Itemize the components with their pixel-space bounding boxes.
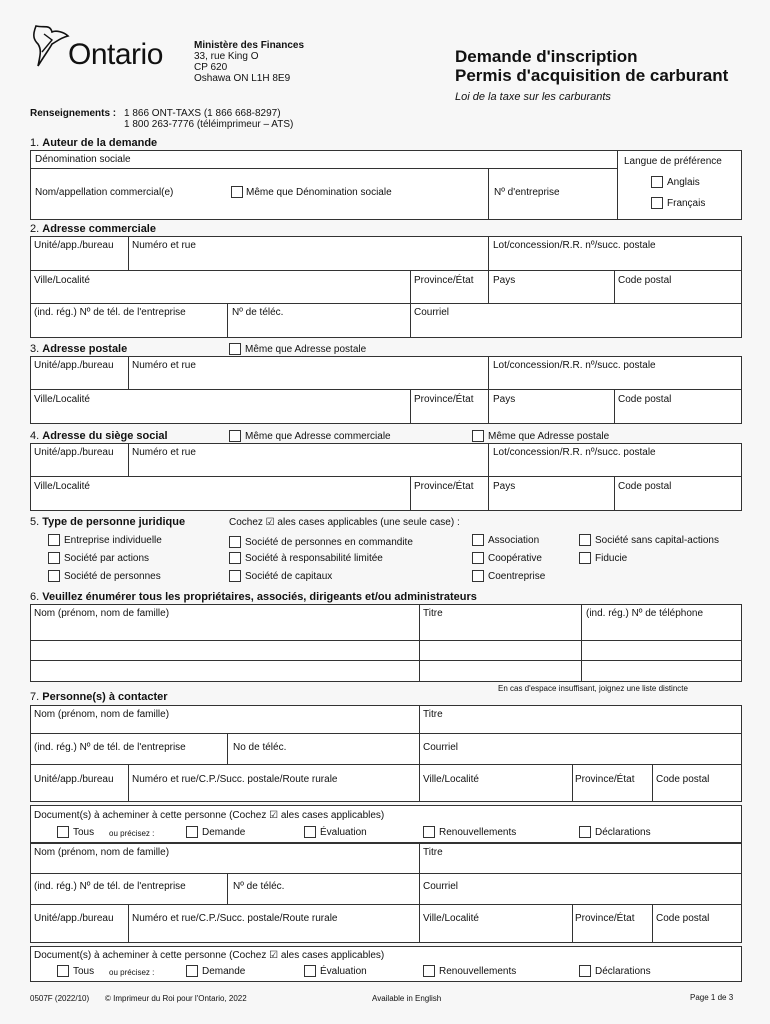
docs-returns-checkbox[interactable]: [579, 965, 591, 977]
docs-instruction: Document(s) à acheminer à cette personne (Cochez ☑ ales cases applicables): [34, 810, 385, 821]
contact-email-label: Courriel: [423, 881, 459, 892]
trade-name-label: Nom/appellation commercial(e): [35, 187, 174, 198]
contact-title-label: Titre: [423, 709, 443, 720]
contact-city-label: Ville/Localité: [423, 774, 479, 785]
contact-province-label: Province/État: [575, 774, 635, 785]
docs-all-checkbox[interactable]: [57, 965, 69, 977]
language-french-label: Français: [667, 198, 706, 209]
contact-fax-label: No de téléc.: [233, 742, 287, 753]
contact-postal-label: Code postal: [656, 913, 710, 924]
form-title: [455, 47, 728, 85]
contact-fax-label: Nº de téléc.: [233, 881, 285, 892]
street-label: Numéro et rue: [132, 360, 196, 371]
legal-type-checkbox[interactable]: [579, 534, 591, 546]
contact-unit-label: Unité/app./bureau: [34, 774, 114, 785]
ontario-logo-text: Ontario: [68, 38, 163, 71]
same-as-legal-name-checkbox[interactable]: [231, 186, 243, 198]
section-5-title: 5. Type de personne juridique: [30, 516, 186, 528]
lot-label: Lot/concession/R.R. nº/succ. postale: [493, 360, 656, 371]
country-label: Pays: [493, 394, 516, 405]
lot-label: Lot/concession/R.R. nº/succ. postale: [493, 240, 656, 251]
docs-evaluation-label: Évaluation: [320, 827, 367, 838]
page-number: Page 1 de 3: [690, 993, 734, 1002]
legal-name-label: Dénomination sociale: [35, 154, 131, 165]
docs-returns-label: Déclarations: [595, 966, 651, 977]
legal-type-checkbox[interactable]: [472, 570, 484, 582]
postal-code-label: Code postal: [618, 275, 672, 286]
title-line-2: Permis d'acquisition de carburant: [455, 66, 729, 85]
contact-email-label: Courriel: [423, 742, 459, 753]
address-line: Oshawa ON L1H 8E9: [194, 73, 291, 84]
contact-city-label: Ville/Localité: [423, 913, 479, 924]
legal-type-label: Coopérative: [488, 553, 542, 564]
owner-title-header: Titre: [423, 608, 443, 619]
copyright: © Imprimeur du Roi pour l'Ontario, 2022: [105, 994, 247, 1003]
docs-all-label: Tous: [73, 827, 95, 838]
section-3-title: 3. Adresse postale: [30, 343, 128, 355]
city-label: Ville/Localité: [34, 275, 90, 286]
docs-evaluation-checkbox[interactable]: [304, 826, 316, 838]
legal-type-label: Société de personnes en commandite: [245, 537, 413, 548]
same-as-postal-label: Même que Adresse postale: [245, 344, 367, 355]
ministry-name: Ministère des Finances: [194, 40, 305, 51]
form-subtitle: Loi de la taxe sur les carburants: [455, 91, 611, 103]
same-as-legal-name-label: Même que Dénomination sociale: [246, 187, 392, 198]
legal-type-label: Société sans capital-actions: [595, 535, 719, 546]
business-number-label: Nº d'entreprise: [494, 187, 560, 198]
same-as-postal-checkbox[interactable]: [229, 343, 241, 355]
section-7-title: 7. Personne(s) à contacter: [30, 691, 168, 703]
section-6-title: 6. Veuillez énumérer tous les propriétaires, associés, dirigeants et/ou administrateurs: [30, 591, 477, 603]
street-label: Numéro et rue: [132, 447, 196, 458]
language-english-checkbox[interactable]: [651, 176, 663, 188]
same-as-postal-address-checkbox[interactable]: [472, 430, 484, 442]
docs-application-checkbox[interactable]: [186, 826, 198, 838]
docs-renewals-label: Renouvellements: [439, 966, 517, 977]
docs-application-checkbox[interactable]: [186, 965, 198, 977]
email-label: Courriel: [414, 307, 450, 318]
legal-type-label: Entreprise individuelle: [64, 535, 162, 546]
contact-phone-label: (ind. rég.) Nº de tél. de l'entreprise: [34, 881, 186, 892]
province-label: Province/État: [414, 481, 474, 492]
legal-type-instruction: Cochez ☑ ales cases applicables (une seule case) :: [229, 517, 460, 528]
contact-name-label: Nom (prénom, nom de famille): [34, 709, 170, 720]
legal-type-label: Société de capitaux: [245, 571, 333, 582]
fax-label: Nº de téléc.: [232, 307, 284, 318]
legal-type-checkbox[interactable]: [229, 552, 241, 564]
lot-label: Lot/concession/R.R. nº/succ. postale: [493, 447, 656, 458]
docs-all-label: Tous: [73, 966, 95, 977]
docs-specify-label: ou précisez :: [109, 968, 155, 977]
section-2-box: [30, 236, 742, 338]
available-in-english: Available in English: [372, 994, 442, 1003]
section-4-title: 4. Adresse du siège social: [30, 430, 168, 442]
form-number: 0507F (2022/10): [30, 994, 90, 1003]
docs-returns-checkbox[interactable]: [579, 826, 591, 838]
province-label: Province/État: [414, 275, 474, 286]
legal-type-checkbox[interactable]: [472, 552, 484, 564]
docs-evaluation-checkbox[interactable]: [304, 965, 316, 977]
legal-type-checkbox[interactable]: [229, 536, 241, 548]
language-preference-label: Langue de préférence: [624, 156, 722, 167]
section-2-title: 2. Adresse commerciale: [30, 223, 156, 235]
contact-name-label: Nom (prénom, nom de famille): [34, 847, 170, 858]
country-label: Pays: [493, 481, 516, 492]
legal-type-label: Société par actions: [64, 553, 150, 564]
docs-application-label: Demande: [202, 827, 246, 838]
info-label: Renseignements :: [30, 108, 117, 119]
docs-renewals-label: Renouvellements: [439, 827, 517, 838]
docs-renewals-checkbox[interactable]: [423, 965, 435, 977]
legal-type-label: Association: [488, 535, 540, 546]
postal-code-label: Code postal: [618, 481, 672, 492]
legal-type-label: Coentreprise: [488, 571, 546, 582]
contact-title-label: Titre: [423, 847, 443, 858]
insufficient-space-note: En cas d'espace insuffisant, joignez une liste distincte: [498, 684, 688, 693]
title-line-1: Demande d'inscription: [455, 47, 638, 66]
country-label: Pays: [493, 275, 516, 286]
province-label: Province/État: [414, 394, 474, 405]
language-english-label: Anglais: [667, 177, 700, 188]
info-phone-2: 1 800 263-7776 (téléimprimeur – ATS): [124, 119, 294, 130]
contact-2-box: [30, 843, 742, 943]
docs-specify-label: ou précisez :: [109, 829, 155, 838]
contact-phone-label: (ind. rég.) Nº de tél. de l'entreprise: [34, 742, 186, 753]
unit-label: Unité/app./bureau: [34, 447, 114, 458]
contact-unit-label: Unité/app./bureau: [34, 913, 114, 924]
ministry-address: [194, 40, 304, 84]
contact-street-label: Numéro et rue/C.P./Succ. postale/Route rurale: [132, 774, 338, 785]
legal-type-label: Fiducie: [595, 553, 628, 564]
legal-type-checkbox[interactable]: [472, 534, 484, 546]
legal-type-checkbox[interactable]: [48, 552, 60, 564]
language-french-checkbox[interactable]: [651, 197, 663, 209]
owner-phone-header: (ind. rég.) Nº de téléphone: [586, 608, 704, 619]
section-1-title: 1. Auteur de la demande: [30, 137, 158, 149]
docs-instruction: Document(s) à acheminer à cette personne (Cochez ☑ ales cases applicables): [34, 950, 385, 961]
contact-postal-label: Code postal: [656, 774, 710, 785]
legal-type-label: Société à responsabilité limitée: [245, 553, 383, 564]
contact-street-label: Numéro et rue/C.P./Succ. postale/Route rurale: [132, 913, 338, 924]
same-as-commercial-label: Même que Adresse commerciale: [245, 431, 391, 442]
unit-label: Unité/app./bureau: [34, 360, 114, 371]
same-as-commercial-checkbox[interactable]: [229, 430, 241, 442]
docs-returns-label: Déclarations: [595, 827, 651, 838]
legal-type-checkbox[interactable]: [48, 534, 60, 546]
docs-evaluation-label: Évaluation: [320, 966, 367, 977]
legal-type-label: Société de personnes: [64, 571, 161, 582]
info-phone-1: 1 866 ONT-TAXS (1 866 668-8297): [124, 108, 281, 119]
business-phone-label: (ind. rég.) Nº de tél. de l'entreprise: [34, 307, 186, 318]
city-label: Ville/Localité: [34, 394, 90, 405]
docs-renewals-checkbox[interactable]: [423, 826, 435, 838]
legal-type-checkbox[interactable]: [229, 570, 241, 582]
ontario-trillium-logo: [30, 22, 70, 68]
same-as-postal-address-label: Même que Adresse postale: [488, 431, 610, 442]
info-contact: [30, 108, 293, 130]
city-label: Ville/Localité: [34, 481, 90, 492]
address-line: CP 620: [194, 62, 228, 73]
unit-label: Unité/app./bureau: [34, 240, 114, 251]
legal-type-checkbox[interactable]: [48, 570, 60, 582]
docs-application-label: Demande: [202, 966, 246, 977]
owner-name-header: Nom (prénom, nom de famille): [34, 608, 170, 619]
street-label: Numéro et rue: [132, 240, 196, 251]
legal-type-checkbox[interactable]: [579, 552, 591, 564]
contact-province-label: Province/État: [575, 913, 635, 924]
address-line: 33, rue King O: [194, 51, 259, 62]
postal-code-label: Code postal: [618, 394, 672, 405]
docs-all-checkbox[interactable]: [57, 826, 69, 838]
